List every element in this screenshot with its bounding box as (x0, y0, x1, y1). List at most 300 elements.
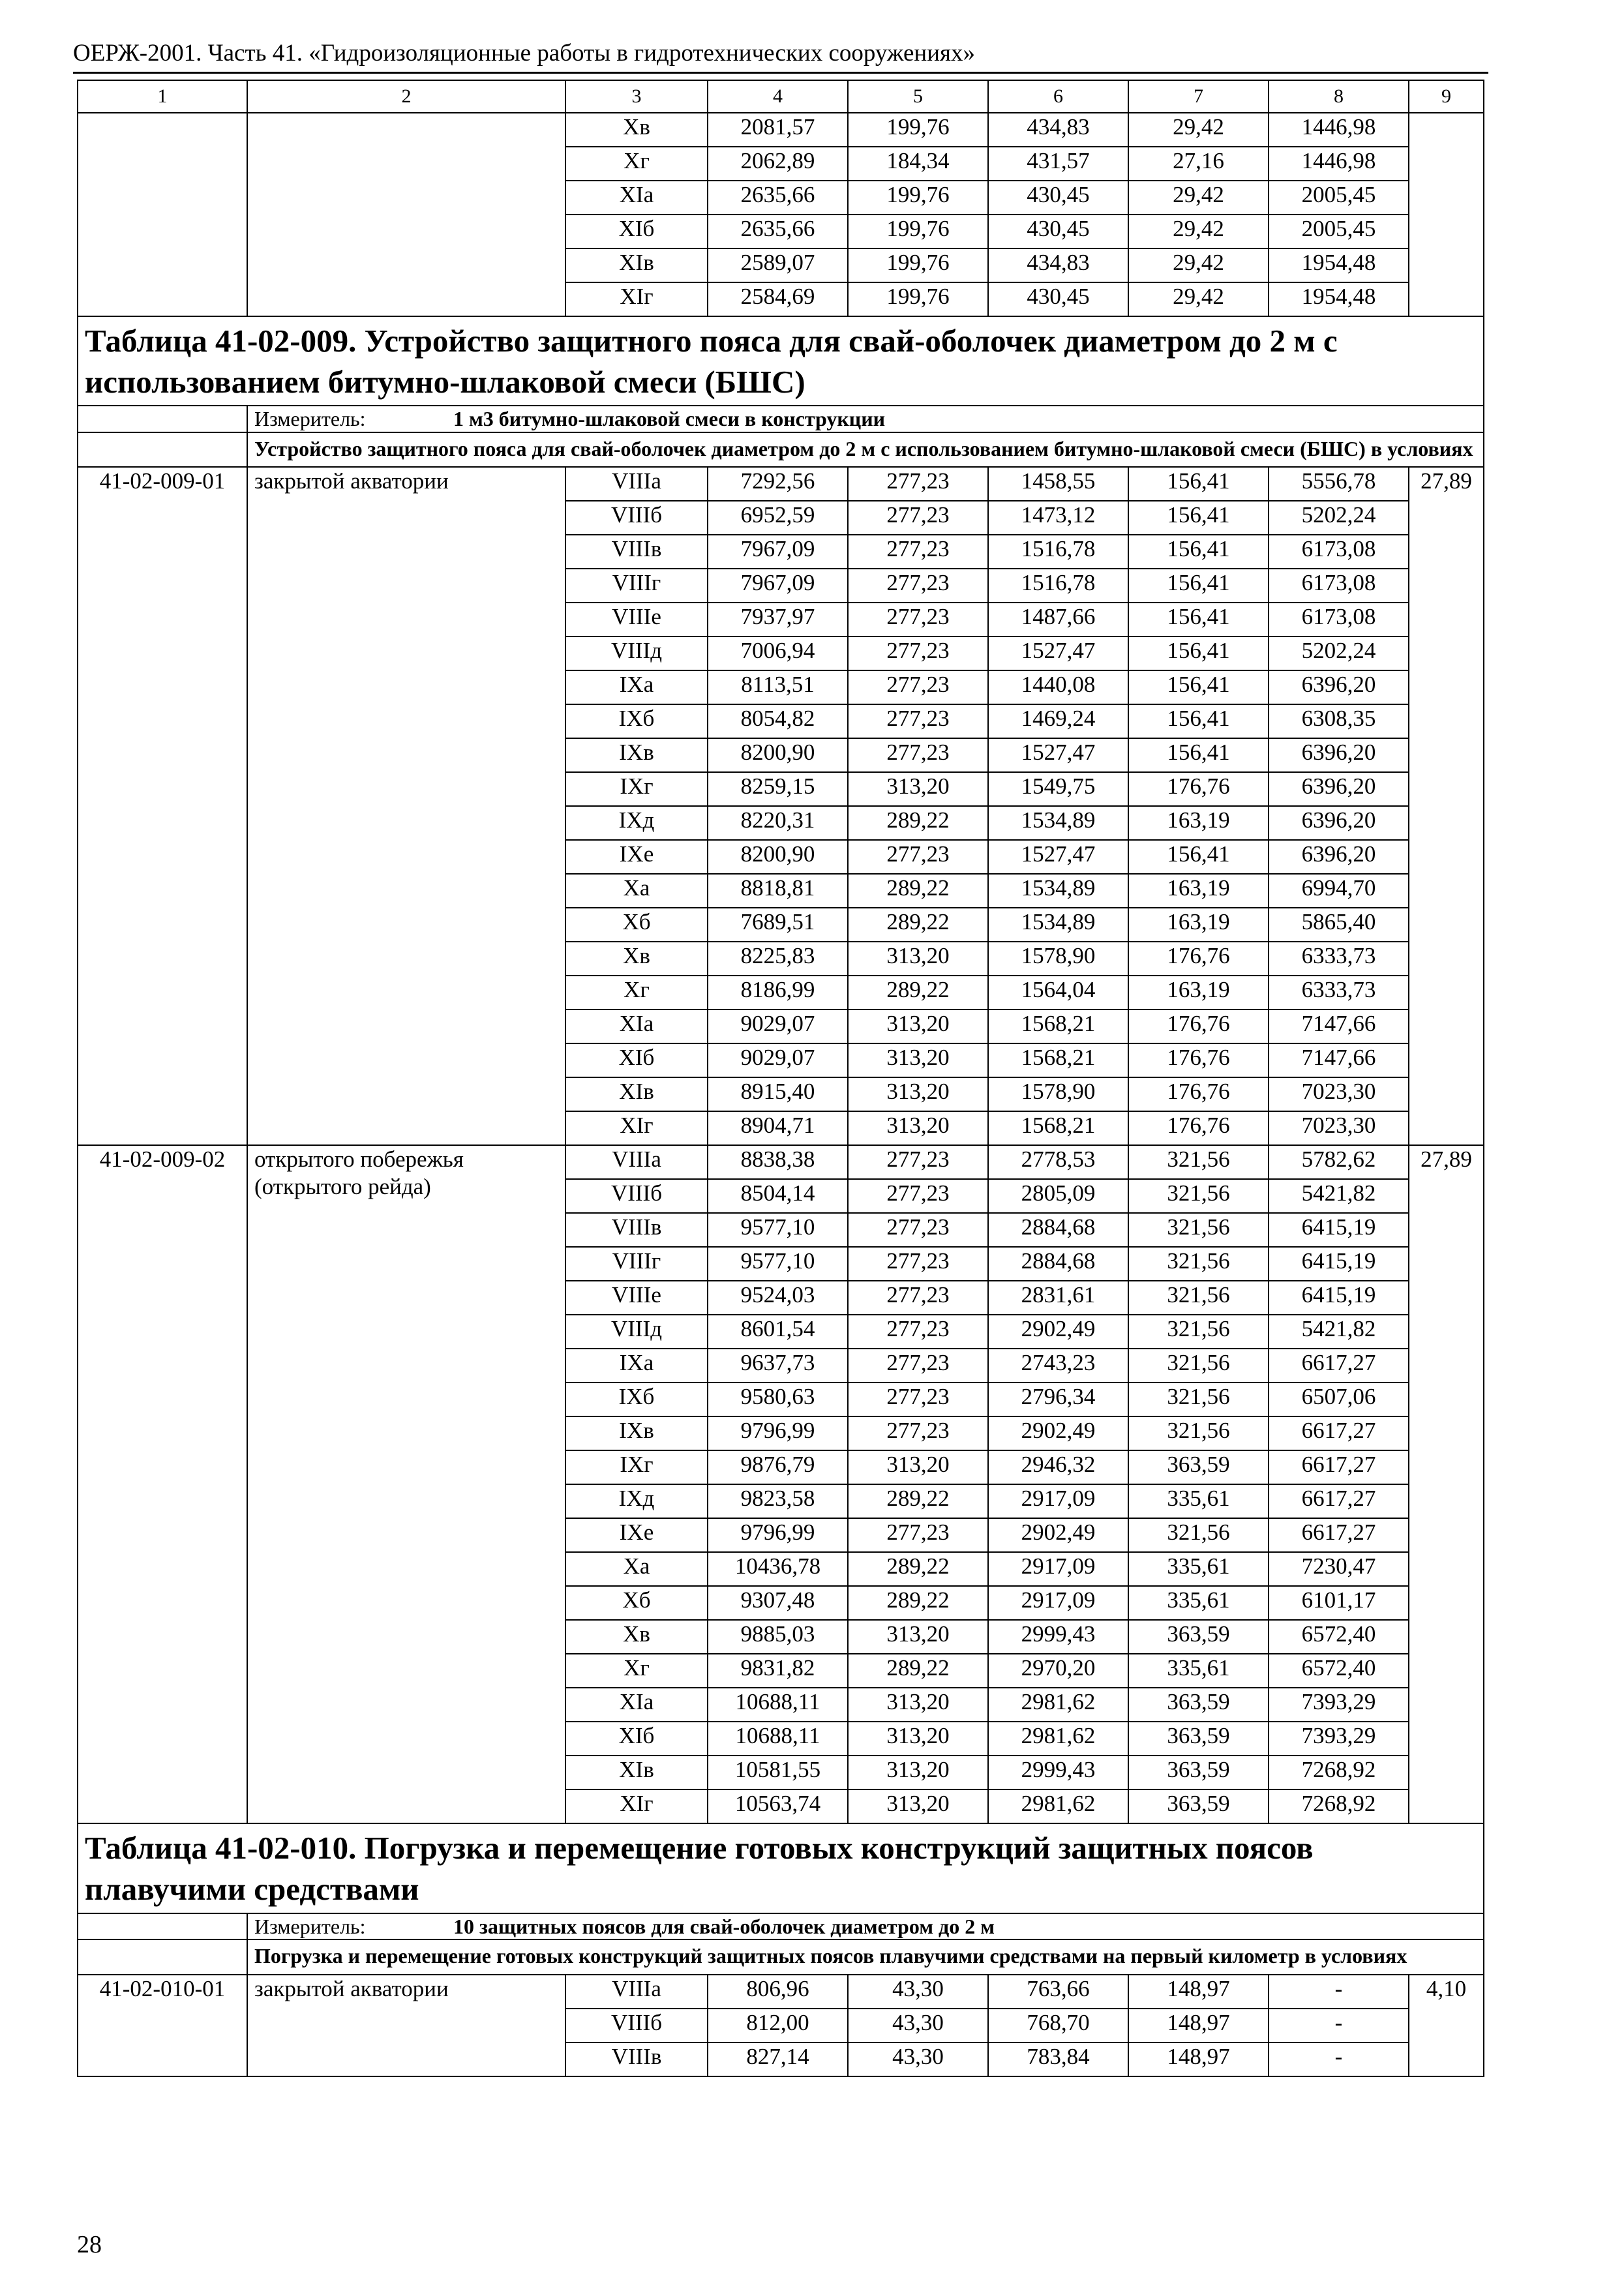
condition-text: Устройство защитного пояса для свай-оболочек диаметром до 2 м с использованием битумно-шлаковой смеси (БШС) в условиях (247, 432, 1484, 468)
value-cell: 313,20 (848, 1688, 988, 1722)
value-cell: 10563,74 (708, 1789, 848, 1823)
value-cell: 163,19 (1128, 908, 1269, 942)
value-cell: 156,41 (1128, 636, 1269, 670)
measure-row (78, 1913, 1484, 1939)
value-cell: 9577,10 (708, 1247, 848, 1281)
value-cell: 7147,66 (1269, 1043, 1409, 1077)
value-cell: 6415,19 (1269, 1247, 1409, 1281)
value-cell: 8054,82 (708, 704, 848, 738)
value-cell: 29,42 (1128, 282, 1269, 316)
value-cell: 9307,48 (708, 1586, 848, 1620)
climate-zone-cell: ХIв (565, 248, 708, 282)
value-cell: 9029,07 (708, 1010, 848, 1043)
value-cell: 148,97 (1128, 2009, 1269, 2042)
table-row (78, 113, 1484, 147)
column-number: 5 (848, 80, 988, 113)
value-cell: 1446,98 (1269, 113, 1409, 147)
value-cell: 1568,21 (988, 1043, 1128, 1077)
value-cell: 363,59 (1128, 1688, 1269, 1722)
value-cell: 6396,20 (1269, 806, 1409, 840)
climate-zone-cell: IХе (565, 840, 708, 874)
value-cell: 176,76 (1128, 942, 1269, 976)
value-cell: 5202,24 (1269, 501, 1409, 535)
value-cell: 313,20 (848, 1722, 988, 1756)
value-cell: 2902,49 (988, 1315, 1128, 1349)
value-cell: 5556,78 (1269, 467, 1409, 501)
value-cell: 29,42 (1128, 181, 1269, 215)
value-cell: 199,76 (848, 248, 988, 282)
value-cell: 9029,07 (708, 1043, 848, 1077)
norm-code: 41-02-010-01 (78, 1975, 247, 2076)
climate-zone-cell: VIIIа (565, 1975, 708, 2009)
climate-zone-cell: IХв (565, 738, 708, 772)
header-rule (73, 72, 1488, 74)
climate-zone-cell: ХIа (565, 1010, 708, 1043)
measure-value: 1 м3 битумно-шлаковой смеси в конструкции (453, 407, 886, 431)
value-cell: 313,20 (848, 1043, 988, 1077)
value-cell: 313,20 (848, 1450, 988, 1484)
measure-value: 10 защитных поясов для свай-оболочек диаметром до 2 м (453, 1914, 995, 1938)
value-cell: 5202,24 (1269, 636, 1409, 670)
value-cell: 5421,82 (1269, 1315, 1409, 1349)
value-cell: 277,23 (848, 636, 988, 670)
norm-code: 41-02-009-01 (78, 467, 247, 1145)
value-cell: 1578,90 (988, 942, 1128, 976)
climate-zone-cell: Хв (565, 113, 708, 147)
value-cell: 434,83 (988, 248, 1128, 282)
value-cell: 430,45 (988, 181, 1128, 215)
value-cell: 1516,78 (988, 569, 1128, 603)
value-cell: 2981,62 (988, 1722, 1128, 1756)
value-cell: 2805,09 (988, 1179, 1128, 1213)
value-cell: 10688,11 (708, 1688, 848, 1722)
condition-row (78, 1939, 1484, 1975)
value-cell: 176,76 (1128, 1111, 1269, 1145)
value-cell: 277,23 (848, 704, 988, 738)
climate-zone-cell: Ха (565, 1552, 708, 1586)
value-cell: 2743,23 (988, 1349, 1128, 1383)
value-cell: 163,19 (1128, 976, 1269, 1010)
value-cell: 8818,81 (708, 874, 848, 908)
value-cell: 7230,47 (1269, 1552, 1409, 1586)
value-cell: 7268,92 (1269, 1789, 1409, 1823)
value-cell: 277,23 (848, 1213, 988, 1247)
value-cell: 2917,09 (988, 1484, 1128, 1518)
value-cell: 1440,08 (988, 670, 1128, 704)
value-cell: - (1269, 2009, 1409, 2042)
value-cell: 7268,92 (1269, 1756, 1409, 1789)
value-cell: 176,76 (1128, 1043, 1269, 1077)
value-cell: 8200,90 (708, 738, 848, 772)
value-cell: 321,56 (1128, 1349, 1269, 1383)
value-cell: 29,42 (1128, 113, 1269, 147)
value-cell: 363,59 (1128, 1789, 1269, 1823)
climate-zone-cell: Ха (565, 874, 708, 908)
value-cell: 289,22 (848, 874, 988, 908)
value-cell: 156,41 (1128, 467, 1269, 501)
climate-zone-cell: Хг (565, 147, 708, 181)
value-cell: 1469,24 (988, 704, 1128, 738)
value-cell: 27,16 (1128, 147, 1269, 181)
value-cell: 7292,56 (708, 467, 848, 501)
value-cell: 2970,20 (988, 1654, 1128, 1688)
condition-row (78, 432, 1484, 468)
value-cell: 1527,47 (988, 636, 1128, 670)
value-cell: 321,56 (1128, 1247, 1269, 1281)
value-cell: 277,23 (848, 569, 988, 603)
measure-cell (247, 406, 1484, 432)
value-cell: 1568,21 (988, 1111, 1128, 1145)
value-cell: 2635,66 (708, 181, 848, 215)
value-cell: 313,20 (848, 1756, 988, 1789)
value-cell: 176,76 (1128, 1010, 1269, 1043)
value-cell: 335,61 (1128, 1552, 1269, 1586)
climate-zone-cell: ХIв (565, 1077, 708, 1111)
value-cell: 277,23 (848, 1315, 988, 1349)
value-cell: 8504,14 (708, 1179, 848, 1213)
value-cell: 277,23 (848, 840, 988, 874)
value-cell: 277,23 (848, 738, 988, 772)
column-number: 8 (1269, 80, 1409, 113)
value-cell: 2999,43 (988, 1620, 1128, 1654)
table-row (78, 1975, 1484, 2009)
climate-zone-cell: VIIIб (565, 1179, 708, 1213)
climate-zone-cell: ХIб (565, 215, 708, 248)
page-number: 28 (77, 2231, 102, 2258)
value-cell: 6101,17 (1269, 1586, 1409, 1620)
column-number: 4 (708, 80, 848, 113)
value-cell: 2584,69 (708, 282, 848, 316)
value-cell: 6333,73 (1269, 976, 1409, 1010)
value-cell: 277,23 (848, 1247, 988, 1281)
climate-zone-cell: IХв (565, 1416, 708, 1450)
value-cell: 156,41 (1128, 501, 1269, 535)
column-number: 3 (565, 80, 708, 113)
value-cell: 1458,55 (988, 467, 1128, 501)
value-cell: 8220,31 (708, 806, 848, 840)
value-cell: 289,22 (848, 1654, 988, 1688)
value-cell: 9796,99 (708, 1416, 848, 1450)
value-cell: 363,59 (1128, 1620, 1269, 1654)
climate-zone-cell: VIIIв (565, 535, 708, 569)
value-cell: 6617,27 (1269, 1349, 1409, 1383)
value-cell: 7967,09 (708, 569, 848, 603)
value-cell: 156,41 (1128, 704, 1269, 738)
value-cell: 6173,08 (1269, 603, 1409, 636)
climate-zone-cell: ХIб (565, 1722, 708, 1756)
value-cell: 2981,62 (988, 1688, 1128, 1722)
value-cell: 2999,43 (988, 1756, 1128, 1789)
value-cell: 321,56 (1128, 1315, 1269, 1349)
climate-zone-cell: VIIIа (565, 467, 708, 501)
condition-text: Погрузка и перемещение готовых конструкций защитных поясов плавучими средствами на первый километр в условиях (247, 1939, 1484, 1975)
value-cell: 289,22 (848, 1484, 988, 1518)
value-cell: 6396,20 (1269, 670, 1409, 704)
value-cell: 321,56 (1128, 1213, 1269, 1247)
value-cell: 6617,27 (1269, 1450, 1409, 1484)
value-cell: 313,20 (848, 1789, 988, 1823)
value-cell: 1549,75 (988, 772, 1128, 806)
column-9-value: 27,89 (1409, 467, 1484, 1145)
value-cell: 148,97 (1128, 2042, 1269, 2076)
value-cell: 6173,08 (1269, 535, 1409, 569)
measure-row (78, 406, 1484, 432)
column-number: 7 (1128, 80, 1269, 113)
value-cell: 199,76 (848, 181, 988, 215)
column-number: 9 (1409, 80, 1484, 113)
value-cell: 6415,19 (1269, 1213, 1409, 1247)
value-cell: 2902,49 (988, 1416, 1128, 1450)
climate-zone-cell: IХг (565, 772, 708, 806)
measure-label: Измеритель: (254, 1914, 366, 1938)
value-cell: 2831,61 (988, 1281, 1128, 1315)
value-cell: 2884,68 (988, 1213, 1128, 1247)
climate-zone-cell: VIIIб (565, 501, 708, 535)
climate-zone-cell: Хг (565, 976, 708, 1010)
value-cell: 277,23 (848, 1416, 988, 1450)
value-cell: 5421,82 (1269, 1179, 1409, 1213)
column-number-row (78, 80, 1484, 113)
value-cell: 5782,62 (1269, 1145, 1409, 1179)
climate-zone-cell: Хг (565, 1654, 708, 1688)
value-cell: 7147,66 (1269, 1010, 1409, 1043)
climate-zone-cell: IХа (565, 1349, 708, 1383)
climate-zone-cell: ХIг (565, 1789, 708, 1823)
value-cell: 289,22 (848, 1552, 988, 1586)
column-9-value: 4,10 (1409, 1975, 1484, 2076)
value-cell: 277,23 (848, 670, 988, 704)
value-cell: 2981,62 (988, 1789, 1128, 1823)
value-cell: 321,56 (1128, 1383, 1269, 1416)
value-cell: 321,56 (1128, 1518, 1269, 1552)
value-cell: 6617,27 (1269, 1484, 1409, 1518)
climate-zone-cell: IХб (565, 704, 708, 738)
value-cell: 163,19 (1128, 806, 1269, 840)
value-cell: 313,20 (848, 1620, 988, 1654)
climate-zone-cell: VIIIв (565, 2042, 708, 2076)
value-cell: 7393,29 (1269, 1722, 1409, 1756)
value-cell: 156,41 (1128, 840, 1269, 874)
value-cell: 8915,40 (708, 1077, 848, 1111)
value-cell: 6952,59 (708, 501, 848, 535)
value-cell: 363,59 (1128, 1756, 1269, 1789)
value-cell: 6994,70 (1269, 874, 1409, 908)
value-cell: 277,23 (848, 501, 988, 535)
value-cell: 2946,32 (988, 1450, 1128, 1484)
value-cell: 768,70 (988, 2009, 1128, 2042)
value-cell: 2796,34 (988, 1383, 1128, 1416)
climate-zone-cell: ХIг (565, 1111, 708, 1145)
value-cell: 313,20 (848, 1077, 988, 1111)
value-cell: 156,41 (1128, 670, 1269, 704)
value-cell: 7689,51 (708, 908, 848, 942)
value-cell: 1527,47 (988, 840, 1128, 874)
value-cell: 2589,07 (708, 248, 848, 282)
climate-zone-cell: ХIа (565, 181, 708, 215)
value-cell: 277,23 (848, 1179, 988, 1213)
value-cell: 2005,45 (1269, 181, 1409, 215)
value-cell: 2005,45 (1269, 215, 1409, 248)
climate-zone-cell: ХIв (565, 1756, 708, 1789)
value-cell: 812,00 (708, 2009, 848, 2042)
value-cell: 6617,27 (1269, 1518, 1409, 1552)
value-cell: 163,19 (1128, 874, 1269, 908)
norms-table (77, 80, 1484, 2077)
climate-zone-cell: VIIIг (565, 1247, 708, 1281)
work-conditions: закрытой акватории (247, 467, 565, 1145)
value-cell: 10436,78 (708, 1552, 848, 1586)
climate-zone-cell: VIIIд (565, 1315, 708, 1349)
column-9-value: 27,89 (1409, 1145, 1484, 1823)
climate-zone-cell: VIIIв (565, 1213, 708, 1247)
value-cell: 176,76 (1128, 1077, 1269, 1111)
value-cell: 1487,66 (988, 603, 1128, 636)
work-conditions (247, 113, 565, 316)
value-cell: 277,23 (848, 1518, 988, 1552)
value-cell: 156,41 (1128, 569, 1269, 603)
value-cell: 335,61 (1128, 1484, 1269, 1518)
value-cell: 7937,97 (708, 603, 848, 636)
value-cell: 6617,27 (1269, 1416, 1409, 1450)
climate-zone-cell: Хб (565, 908, 708, 942)
value-cell: 1473,12 (988, 501, 1128, 535)
value-cell: 8904,71 (708, 1111, 848, 1145)
value-cell: 148,97 (1128, 1975, 1269, 2009)
value-cell: 430,45 (988, 215, 1128, 248)
value-cell: - (1269, 2042, 1409, 2076)
value-cell: 1578,90 (988, 1077, 1128, 1111)
value-cell: 199,76 (848, 282, 988, 316)
climate-zone-cell: IХб (565, 1383, 708, 1416)
value-cell: 199,76 (848, 113, 988, 147)
value-cell: 321,56 (1128, 1281, 1269, 1315)
value-cell: 8200,90 (708, 840, 848, 874)
value-cell: 7967,09 (708, 535, 848, 569)
column-number: 1 (78, 80, 247, 113)
value-cell: 763,66 (988, 1975, 1128, 2009)
work-conditions: открытого побережья (открытого рейда) (247, 1145, 565, 1823)
climate-zone-cell: ХIа (565, 1688, 708, 1722)
value-cell: 7006,94 (708, 636, 848, 670)
value-cell: 43,30 (848, 1975, 988, 2009)
value-cell: 9580,63 (708, 1383, 848, 1416)
table-title-row (78, 316, 1484, 406)
value-cell: 363,59 (1128, 1722, 1269, 1756)
value-cell: 9524,03 (708, 1281, 848, 1315)
climate-zone-cell: VIIIе (565, 1281, 708, 1315)
value-cell: 7393,29 (1269, 1688, 1409, 1722)
value-cell: 7023,30 (1269, 1077, 1409, 1111)
value-cell: 1516,78 (988, 535, 1128, 569)
value-cell: 277,23 (848, 1145, 988, 1179)
value-cell: 156,41 (1128, 603, 1269, 636)
climate-zone-cell: VIIIд (565, 636, 708, 670)
measure-label: Измеритель: (254, 407, 366, 431)
value-cell: 335,61 (1128, 1586, 1269, 1620)
value-cell: 1446,98 (1269, 147, 1409, 181)
climate-zone-cell: VIIIа (565, 1145, 708, 1179)
value-cell: 6507,06 (1269, 1383, 1409, 1416)
value-cell: 6396,20 (1269, 840, 1409, 874)
value-cell: 2917,09 (988, 1552, 1128, 1586)
value-cell: 8225,83 (708, 942, 848, 976)
value-cell: 289,22 (848, 806, 988, 840)
column-number: 2 (247, 80, 565, 113)
value-cell: 6396,20 (1269, 738, 1409, 772)
value-cell: 321,56 (1128, 1145, 1269, 1179)
value-cell: 806,96 (708, 1975, 848, 2009)
value-cell: 827,14 (708, 2042, 848, 2076)
value-cell: 8113,51 (708, 670, 848, 704)
column-number: 6 (988, 80, 1128, 113)
climate-zone-cell: ХIг (565, 282, 708, 316)
value-cell: 9831,82 (708, 1654, 848, 1688)
value-cell: 2778,53 (988, 1145, 1128, 1179)
value-cell: 9577,10 (708, 1213, 848, 1247)
value-cell: 1568,21 (988, 1010, 1128, 1043)
value-cell: 277,23 (848, 535, 988, 569)
value-cell: 277,23 (848, 467, 988, 501)
value-cell: 9885,03 (708, 1620, 848, 1654)
measure-cell (247, 1913, 1484, 1939)
value-cell: 277,23 (848, 1281, 988, 1315)
value-cell: 9637,73 (708, 1349, 848, 1383)
value-cell: 29,42 (1128, 248, 1269, 282)
column-9-value (1409, 113, 1484, 316)
climate-zone-cell: IХе (565, 1518, 708, 1552)
page-header: ОЕРЖ-2001. Часть 41. «Гидроизоляционные работы в гидротехнических сооружениях» (73, 40, 976, 67)
value-cell: 321,56 (1128, 1416, 1269, 1450)
table-title-row (78, 1823, 1484, 1913)
climate-zone-cell: IХд (565, 806, 708, 840)
value-cell: 277,23 (848, 1383, 988, 1416)
value-cell: 1564,04 (988, 976, 1128, 1010)
climate-zone-cell: ХIб (565, 1043, 708, 1077)
value-cell: 1534,89 (988, 908, 1128, 942)
value-cell: 8259,15 (708, 772, 848, 806)
value-cell: 9823,58 (708, 1484, 848, 1518)
value-cell: 1534,89 (988, 806, 1128, 840)
value-cell: 313,20 (848, 772, 988, 806)
climate-zone-cell: Хб (565, 1586, 708, 1620)
value-cell: 430,45 (988, 282, 1128, 316)
value-cell: 6173,08 (1269, 569, 1409, 603)
value-cell: 277,23 (848, 1349, 988, 1383)
climate-zone-cell: IХа (565, 670, 708, 704)
climate-zone-cell: IХг (565, 1450, 708, 1484)
value-cell: 2062,89 (708, 147, 848, 181)
value-cell: 5865,40 (1269, 908, 1409, 942)
value-cell: 6396,20 (1269, 772, 1409, 806)
value-cell: 6415,19 (1269, 1281, 1409, 1315)
value-cell: 6308,35 (1269, 704, 1409, 738)
value-cell: 6572,40 (1269, 1620, 1409, 1654)
table-row (78, 467, 1484, 501)
value-cell: 783,84 (988, 2042, 1128, 2076)
value-cell: 431,57 (988, 147, 1128, 181)
value-cell: 156,41 (1128, 738, 1269, 772)
climate-zone-cell: Хв (565, 942, 708, 976)
value-cell: 321,56 (1128, 1179, 1269, 1213)
climate-zone-cell: VIIIе (565, 603, 708, 636)
climate-zone-cell: VIIIб (565, 2009, 708, 2042)
value-cell: 2917,09 (988, 1586, 1128, 1620)
norm-code: 41-02-009-02 (78, 1145, 247, 1823)
value-cell: 176,76 (1128, 772, 1269, 806)
value-cell: 289,22 (848, 1586, 988, 1620)
value-cell: 313,20 (848, 1111, 988, 1145)
value-cell: 2884,68 (988, 1247, 1128, 1281)
